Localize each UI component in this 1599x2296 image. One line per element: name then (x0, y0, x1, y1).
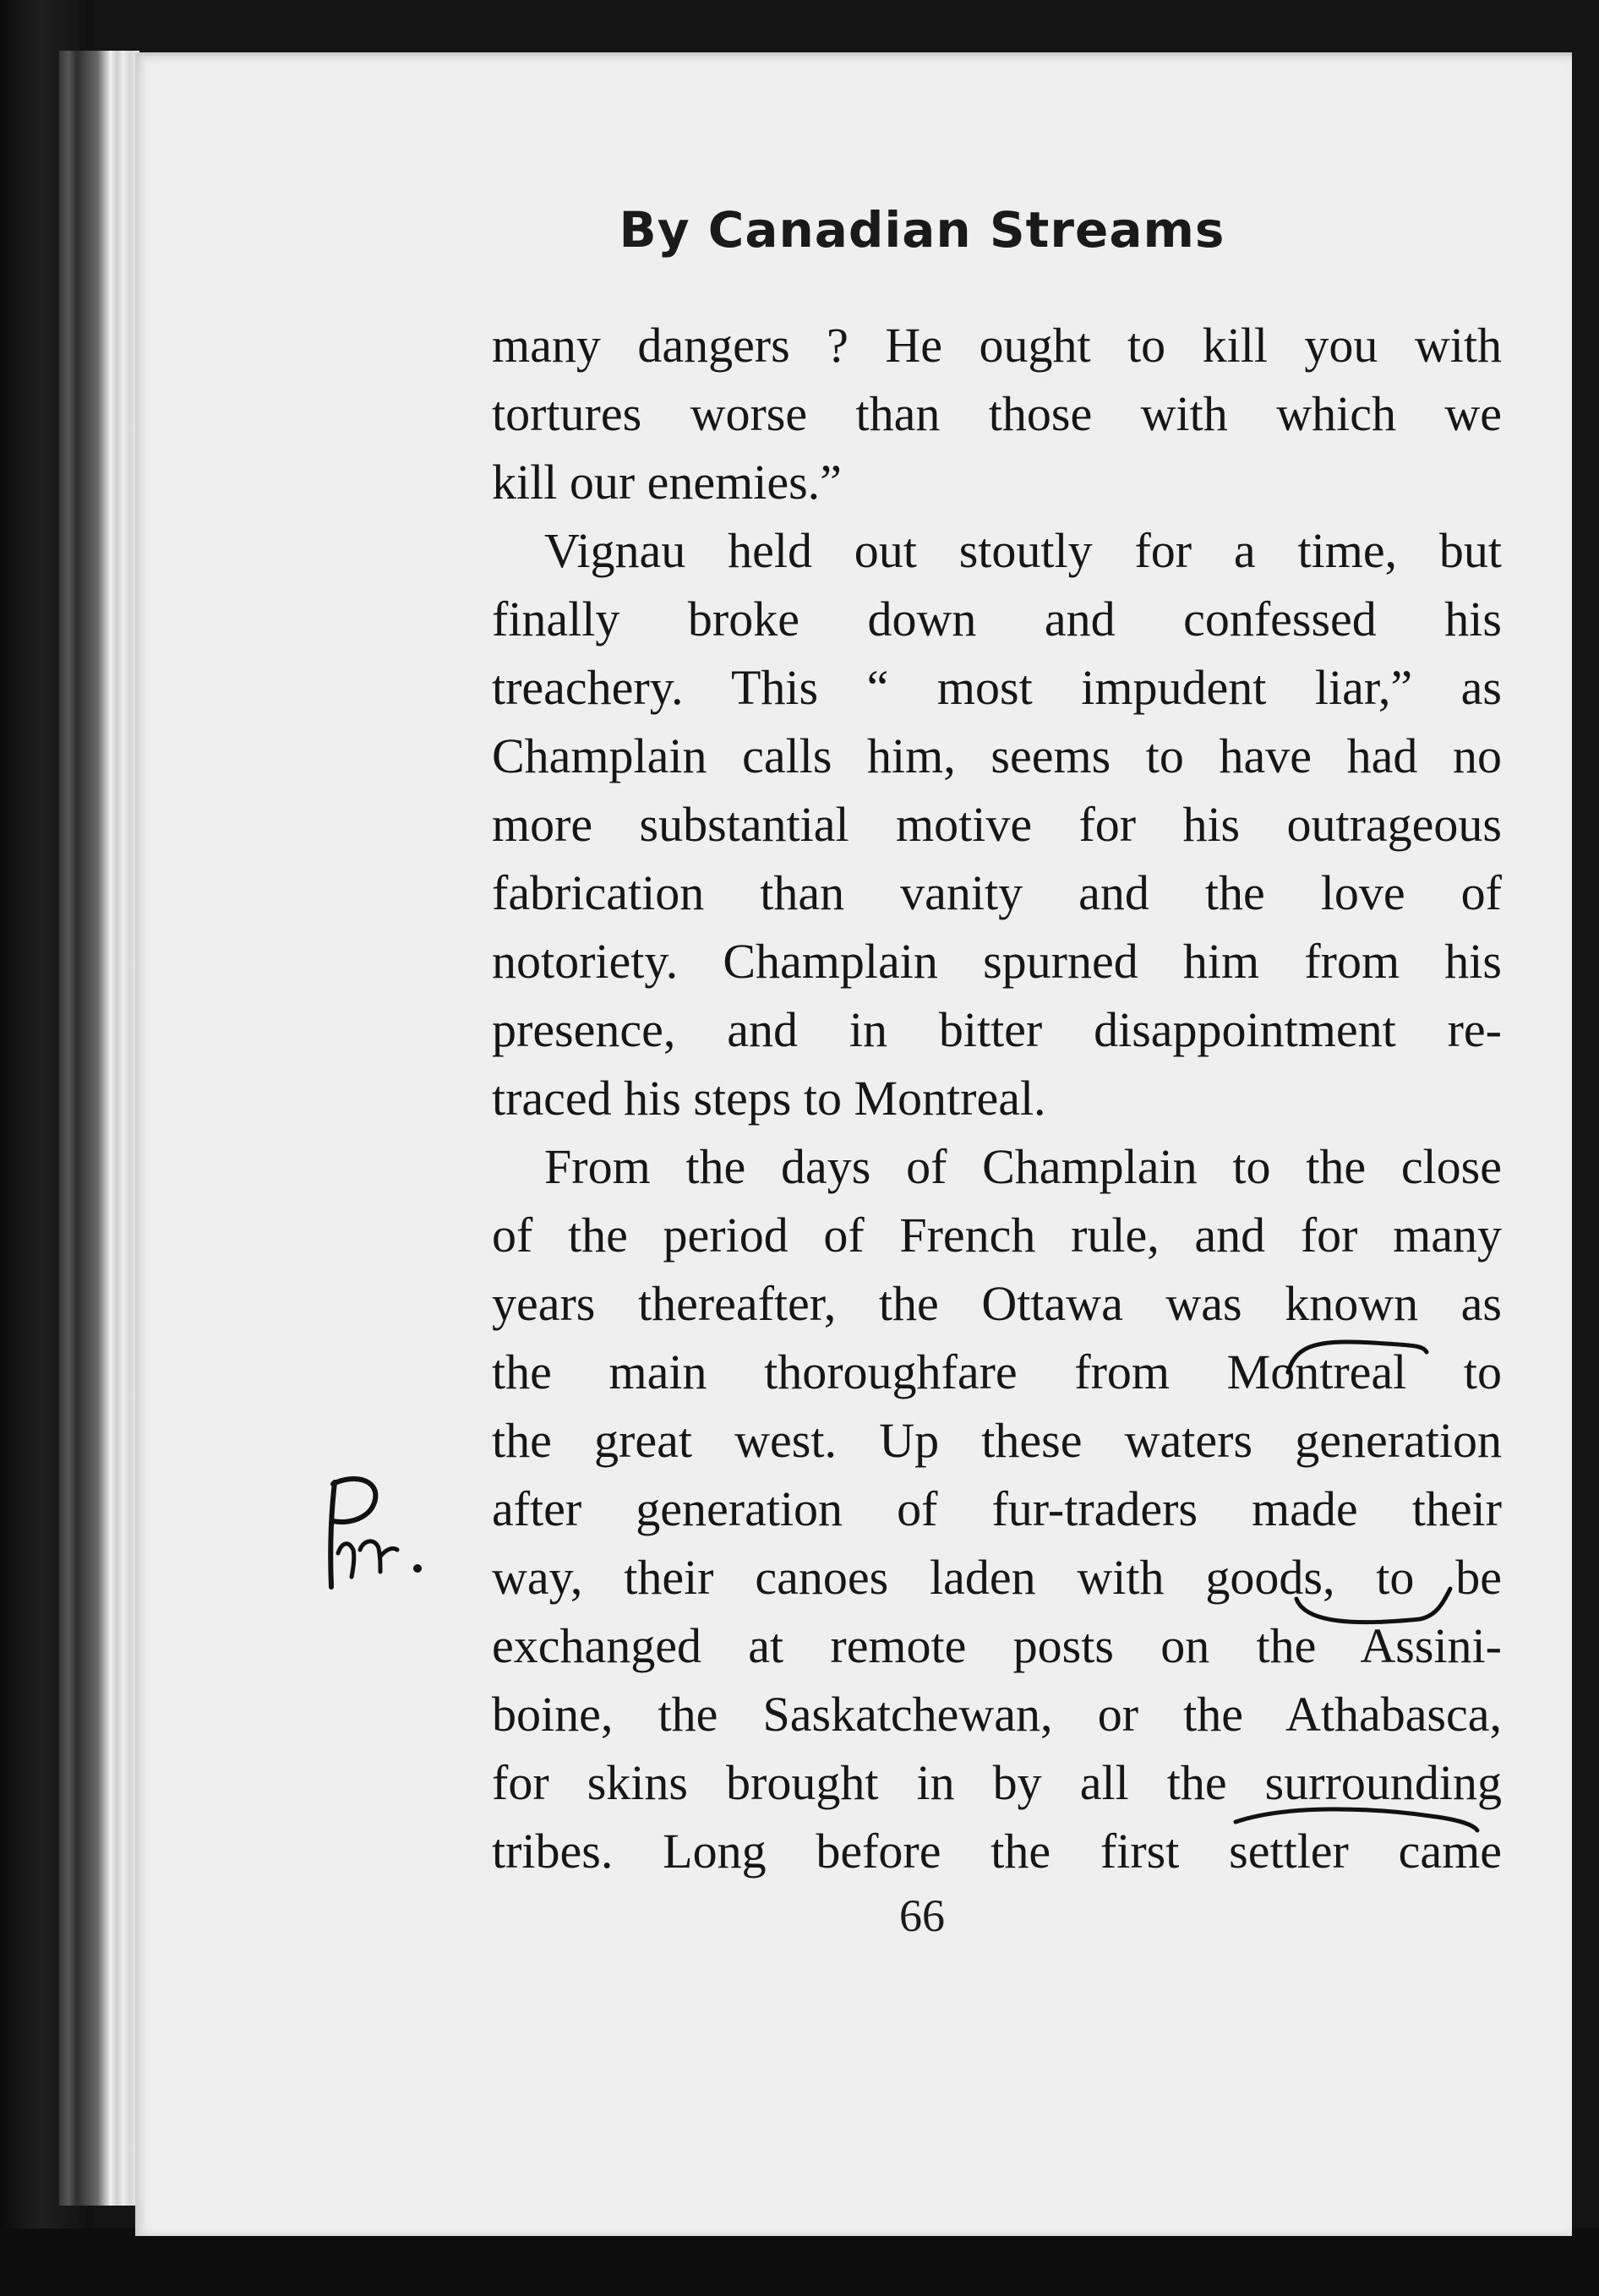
text-line-19: way, their canoes laden with goods, to be (492, 1550, 1502, 1605)
text-line-12: traced his steps to Montreal. (492, 1071, 1046, 1126)
text-line-17: the great west. Up these waters generation (492, 1413, 1502, 1468)
microfilm-border-bottom (0, 2228, 1599, 2296)
text-line-18: after generation of fur-traders made their (492, 1481, 1502, 1536)
running-head: By Canadian Streams (619, 201, 1225, 259)
text-line-6: treachery. This “ most impudent liar,” as (492, 660, 1502, 715)
text-line-2: tortures worse than those with which we (492, 386, 1502, 441)
text-line-8: more substantial motive for his outrageous (492, 797, 1502, 852)
text-line-5: finally broke down and confessed his (492, 592, 1502, 646)
text-line-7: Champlain calls him, seems to have had no (492, 728, 1502, 783)
text-line-4: Vignau held out stoutly for a time, but (544, 523, 1502, 578)
text-line-13: From the days of Champlain to the close (544, 1139, 1502, 1194)
text-line-15: years thereafter, the Ottawa was known as (492, 1276, 1502, 1331)
text-line-3: kill our enemies.” (492, 455, 842, 510)
text-line-1: many dangers ? He ought to kill you with (492, 318, 1502, 373)
text-line-9: fabrication than vanity and the love of (492, 865, 1502, 920)
text-line-16: the main thoroughfare from Montreal to (492, 1344, 1502, 1399)
book-page-edges (59, 51, 139, 2206)
text-line-14: of the period of French rule, and for many (492, 1208, 1502, 1263)
text-line-11: presence, and in bitter disappointment re- (492, 1002, 1502, 1057)
text-line-22: for skins brought in by all the surrounding (492, 1755, 1502, 1810)
text-line-10: notoriety. Champlain spurned him from his (492, 934, 1502, 989)
body-text (492, 311, 1502, 1885)
text-line-21: boine, the Saskatchewan, or the Athabasca, (492, 1687, 1502, 1742)
handwritten-margin-note (319, 1469, 429, 1595)
text-line-20: exchanged at remote posts on the Assini- (492, 1618, 1502, 1673)
page-number: 66 (899, 1890, 945, 1941)
text-line-23: tribes. Long before the first settler came (492, 1824, 1502, 1879)
